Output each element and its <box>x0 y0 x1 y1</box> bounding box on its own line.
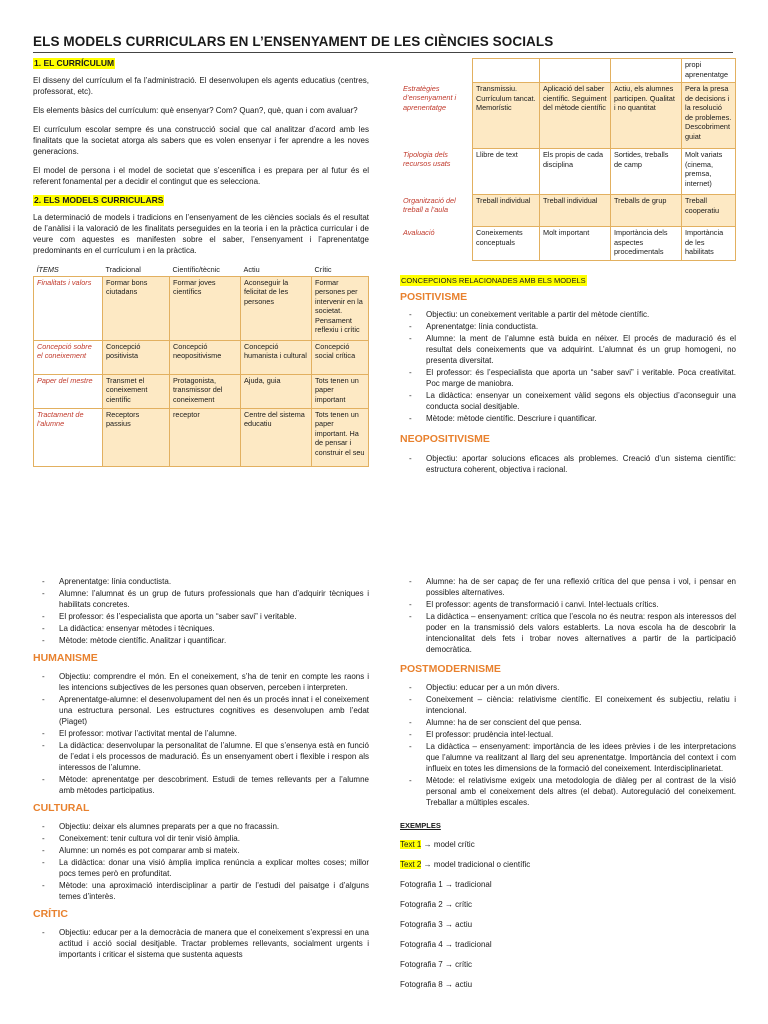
table-header: Actiu <box>241 264 312 276</box>
table-cell: Transmet el coneixement científic <box>103 374 170 408</box>
list-item: - Objectiu: educar per a un món divers. <box>426 682 736 693</box>
table-row <box>400 195 736 227</box>
neopositivisme-heading: NEOPOSITIVISME <box>400 433 490 445</box>
table-cell: Treball cooperatiu <box>682 195 736 227</box>
bottom-left-column <box>33 576 369 961</box>
list-item: - La didàctica – ensenyament: crítica que l’escola no és neutra: respon als interessos del poder en la transmissió dels valors establerts. La nova escola ha de descobrir la intencionalitat dels fets i trobar noves alternatives a partir de la participació democràtica. <box>426 611 736 655</box>
table-row <box>400 83 736 149</box>
table-cell: Concepció humanista i cultural <box>241 340 312 374</box>
list-item: - Mètode: una aproximació interdisciplinar a partir de l’estudi del paisatge i d’alguns temes d’interès. <box>59 880 369 902</box>
exemple-item <box>400 959 736 970</box>
table-cell: Concepció positivista <box>103 340 170 374</box>
critic-heading: CRÍTIC <box>33 908 68 920</box>
table-row <box>34 340 369 374</box>
list-item: - Alumne: ha de ser conscient del que pensa. <box>426 717 736 728</box>
continued-list <box>33 576 369 646</box>
table-cell: Tots tenen un paper important. Ha de pensar i construir el seu <box>312 408 369 466</box>
table-cell: Aconseguir la felicitat de les persones <box>241 276 312 340</box>
paragraph: El model de persona i el model de societat que s’escenifica i es prepara per al futur és el referent fonamental per a decidir el contingut que es selecciona. <box>33 166 369 186</box>
row-header: Tipologia dels recursos usats <box>403 149 451 168</box>
table-row <box>34 374 369 408</box>
exemple-item <box>400 979 736 990</box>
exemple-value: crític <box>455 900 473 909</box>
table-cell: Formar persones per intervenir en la societat. Pensament reflexiu i crític <box>312 276 369 340</box>
table-cell: Molt variats (cinema, premsa, internet) <box>682 149 736 195</box>
arrow-icon: → <box>444 940 453 949</box>
list-item: - Aprenentatge-alumne: el desenvolupament del nen és un procés innat i el coneixement una estructura personal. Les estructures cognitives es desenvolupen amb l’edat (Piaget) <box>59 694 369 727</box>
table-cell: Sortides, treballs de camp <box>611 149 682 195</box>
table-cell: Coneixements conceptuals <box>473 227 540 261</box>
list-item: - La didàctica: ensenyar un coneixement vàlid segons els objectius d’aconseguir una conducta social desitjable. <box>426 390 736 412</box>
table-cell: Treballs de grup <box>611 195 682 227</box>
list-item: - Coneixement: tenir cultura vol dir tenir visió àmplia. <box>59 833 369 844</box>
table-row <box>34 408 369 466</box>
table-cell: Importància de les habilitats <box>682 227 736 261</box>
paragraph: El disseny del currículum el fa l’administració. El desenvolupen els agents educatius (centres, professorat, etc). <box>33 76 369 96</box>
table-cell: Formar joves científics <box>170 276 241 340</box>
list-item: - Mètode: mètode científic. Descriure i quantificar. <box>426 413 736 424</box>
table-row <box>400 227 736 261</box>
table-cell <box>400 59 473 83</box>
list-item: - Alumne: l’alumnat és un grup de futurs professionals que han d’adquirir tècniques i habilitats concretes. <box>59 588 369 610</box>
table-cell: propi aprenentatge <box>682 59 736 83</box>
table-cell: Formar bons ciutadans <box>103 276 170 340</box>
list-item: - La didàctica: desenvolupar la personalitat de l’alumne. El que s’ensenya està en funció de l’edat i els processos de maduració. És un ensenyament obert i flexible i respon als interessos de l’alumne. <box>59 740 369 773</box>
page-title: ELS MODELS CURRICULARS EN L’ENSENYAMENT DE LES CIÈNCIES SOCIALS <box>33 34 733 53</box>
paragraph: El currículum escolar sempre és una construcció social que cal analitzar d’acord amb les finalitats que la societat atorga als sabers que es volen ensenyar i fer aprendre a les noves generacions. <box>33 125 369 156</box>
table-header: Científic/tècnic <box>170 264 241 276</box>
humanisme-list <box>33 671 369 796</box>
table-header: Crític <box>312 264 369 276</box>
row-header: Finalitats i valors <box>34 276 103 340</box>
paragraph: Els elements bàsics del currículum: què ensenyar? Com? Quan?, què, quan i com avaluar? <box>33 106 358 115</box>
section-2-title: 2. ELS MODELS CURRICULARS <box>34 195 164 205</box>
postmodernisme-list <box>400 682 736 808</box>
exemples-list <box>400 839 736 990</box>
arrow-icon: → <box>444 900 453 909</box>
exemple-label: Fotografia 1 <box>400 880 443 889</box>
list-item: - Objectiu: deixar els alumnes preparats per a que no fracassin. <box>59 821 369 832</box>
models-table-1 <box>33 264 369 467</box>
postmodernisme-heading: POSTMODERNISME <box>400 663 501 675</box>
continued-list <box>400 576 736 655</box>
table-cell: Llibre de text <box>473 149 540 195</box>
exemple-label: Fotografia 2 <box>400 900 443 909</box>
arrow-icon: → <box>444 920 453 929</box>
exemple-item <box>400 899 736 910</box>
table-cell <box>473 59 540 83</box>
row-header: Tractament de l’alumne <box>34 408 103 466</box>
exemple-label: Text 1 <box>400 840 422 849</box>
table-cell: Transmissiu. Currículum tancat. Memorístic <box>473 83 540 149</box>
arrow-icon: → <box>423 860 432 869</box>
list-item: - Objectiu: un coneixement veritable a partir del mètode científic. <box>426 309 736 320</box>
table-row <box>34 276 369 340</box>
exemple-value: actiu <box>455 980 473 989</box>
table-cell: Centre del sistema educatiu <box>241 408 312 466</box>
table-cell: Molt important <box>540 227 611 261</box>
list-item: - Mètode: mètode científic. Analitzar i quantificar. <box>59 635 369 646</box>
exemple-item <box>400 939 736 950</box>
list-item: - Alumne: un només es pot comparar amb si mateix. <box>59 845 369 856</box>
row-header: Estratègies d’ensenyament i aprenentatge <box>403 83 457 112</box>
list-item: - Objectiu: comprendre el món. En el coneixement, s’ha de tenir en compte les raons i les intencions subjectives de les persones quan observen, perceben i interpreten. <box>59 671 369 693</box>
exemple-item <box>400 859 736 870</box>
table-cell <box>540 59 611 83</box>
table-cell: Receptors passius <box>103 408 170 466</box>
neopositivisme-list <box>400 453 736 475</box>
table-header: Tradicional <box>103 264 170 276</box>
list-item: - La didàctica: donar una visió àmplia implica renúncia a explicar moltes coses; millor pocs temes però en profunditat. <box>59 857 369 879</box>
right-top-column <box>400 58 736 476</box>
table-cell: Concepció neopositivisme <box>170 340 241 374</box>
table-cell: Ajuda, guia <box>241 374 312 408</box>
exemple-item <box>400 839 736 850</box>
table-row <box>400 149 736 195</box>
list-item: - El professor: prudència intel·lectual. <box>426 729 736 740</box>
list-item: - Alumne: la ment de l’alumne està buida en néixer. El procés de maduració és el resultat dels coneixements que va adquirint. L’alumnat és un grup homogeni, no presenta diversitat. <box>426 333 736 366</box>
exemple-value: tradicional <box>455 940 492 949</box>
exemple-label: Text 2 <box>400 860 422 869</box>
row-header: Avaluació <box>403 227 435 237</box>
paragraph: La determinació de models i tradicions en l’ensenyament de les ciències socials és el resultat de l’anàlisi i la valoració de les finalitats perseguides en la teoria i en la pràctica curricular i de veure com aquestes es manifesten sobre el saber, l’ensenyament i l’aprenentatge predominants en el currículum i en la pràctica. <box>33 213 369 255</box>
exemple-label: Fotografia 4 <box>400 940 443 949</box>
list-item: - La didàctica – ensenyament: importància de les idees prèvies i de les interpretacions que l’alumne va realitzant al llarg del seu aprenentatge. Importància del context i com influeix en totes les dimensions de la formació del coneixement. Interdisciplinarietat. <box>426 741 736 774</box>
bottom-right-column <box>400 576 736 999</box>
list-item: - Aprenentatge: línia conductista. <box>59 576 369 587</box>
table-cell: Aplicació del saber científic. Seguiment del mètode científic <box>540 83 611 149</box>
positivisme-list <box>400 309 736 424</box>
table-cell: Protagonista, transmissor del coneixement <box>170 374 241 408</box>
exemple-label: Fotografia 3 <box>400 920 443 929</box>
list-item: - El professor: és l’especialista que aporta un “saber savi” i veritable. Poca creativitat. Poc marge de maniobra. <box>426 367 736 389</box>
section-1-title: 1. EL CURRÍCULUM <box>34 58 115 68</box>
models-table-2 <box>400 58 736 261</box>
list-item: - Objectiu: educar per a la democràcia de manera que el coneixement s’expressi en una actitud i acció social desitjable. Tractar problemes rellevants, socialment urgents i importants i criticar el sistema que sustenta aquests <box>59 927 369 960</box>
left-top-column <box>33 58 369 467</box>
list-item: - Aprenentatge: línia conductista. <box>426 321 736 332</box>
table-cell: receptor <box>170 408 241 466</box>
list-item: - El professor: agents de transformació i canvi. Intel·lectuals crítics. <box>426 599 736 610</box>
table-cell: Els propis de cada disciplina <box>540 149 611 195</box>
table-cell: Treball individual <box>473 195 540 227</box>
arrow-icon: → <box>423 840 432 849</box>
table-row <box>400 59 736 83</box>
exemple-value: actiu <box>455 920 473 929</box>
arrow-icon: → <box>444 960 453 969</box>
list-item: - La didàctica: ensenyar mètodes i tècniques. <box>59 623 369 634</box>
table-cell: Importància dels aspectes procedimentals <box>611 227 682 261</box>
critic-list <box>33 927 369 960</box>
cultural-heading: CULTURAL <box>33 802 90 814</box>
arrow-icon: → <box>444 880 453 889</box>
table-cell: Pera la presa de decisions i la resolució de problemes. Descobriment guiat <box>682 83 736 149</box>
table-cell: Tots tenen un paper important <box>312 374 369 408</box>
list-item: - Coneixement – ciència: relativisme científic. El coneixement és subjectiu, relatiu i intencional. <box>426 694 736 716</box>
exemple-label: Fotografia 8 <box>400 980 443 989</box>
list-item: - El professor: és l’especialista que aporta un “saber savi” i veritable. <box>59 611 369 622</box>
table-cell: Actiu, els alumnes participen. Qualitat i no quantitat <box>611 83 682 149</box>
arrow-icon: → <box>444 980 453 989</box>
positivisme-heading: POSITIVISME <box>400 291 468 303</box>
list-item: - El professor: motivar l’activitat mental de l’alumne. <box>59 728 369 739</box>
exemple-value: tradicional <box>455 880 492 889</box>
exemple-item <box>400 879 736 890</box>
list-item: - Mètode: aprenentatge per descobriment. Estudi de temes rellevants per a l’alumne amb mètodes participatius. <box>59 774 369 796</box>
exemples-heading: EXEMPLES <box>400 821 441 830</box>
exemple-value: crític <box>455 960 473 969</box>
humanisme-heading: HUMANISME <box>33 652 98 664</box>
row-header: Paper del mestre <box>34 374 103 408</box>
table-cell <box>611 59 682 83</box>
table-cell: Concepció social crítica <box>312 340 369 374</box>
table-cell: Treball individual <box>540 195 611 227</box>
exemple-label: Fotografia 7 <box>400 960 443 969</box>
row-header: Concepció sobre el coneixement <box>34 340 103 374</box>
concepcions-title: CONCEPCIONS RELACIONADES AMB ELS MODELS <box>401 276 586 285</box>
list-item: - Objectiu: aportar solucions eficaces als problemes. Creació d’un sistema científic: estructura coherent, objectiva i racional. <box>426 453 736 475</box>
exemple-value: model crític <box>433 840 475 849</box>
list-item: - Alumne: ha de ser capaç de fer una reflexió crítica del que pensa i vol, i pensar en possibles alternatives. <box>426 576 736 598</box>
exemple-value: model tradicional o científic <box>433 860 531 869</box>
row-header: Organització del treball a l’aula <box>403 195 456 214</box>
table-header: ÍTEMS <box>34 264 103 276</box>
cultural-list <box>33 821 369 902</box>
exemple-item <box>400 919 736 930</box>
list-item: - Mètode: el relativisme exigeix una metodologia de diàleg per al contrast de la visió personal amb el coneixement dels altres (el debat). Autoregulació del coneixement. Treballar a múltiples escales. <box>426 775 736 808</box>
